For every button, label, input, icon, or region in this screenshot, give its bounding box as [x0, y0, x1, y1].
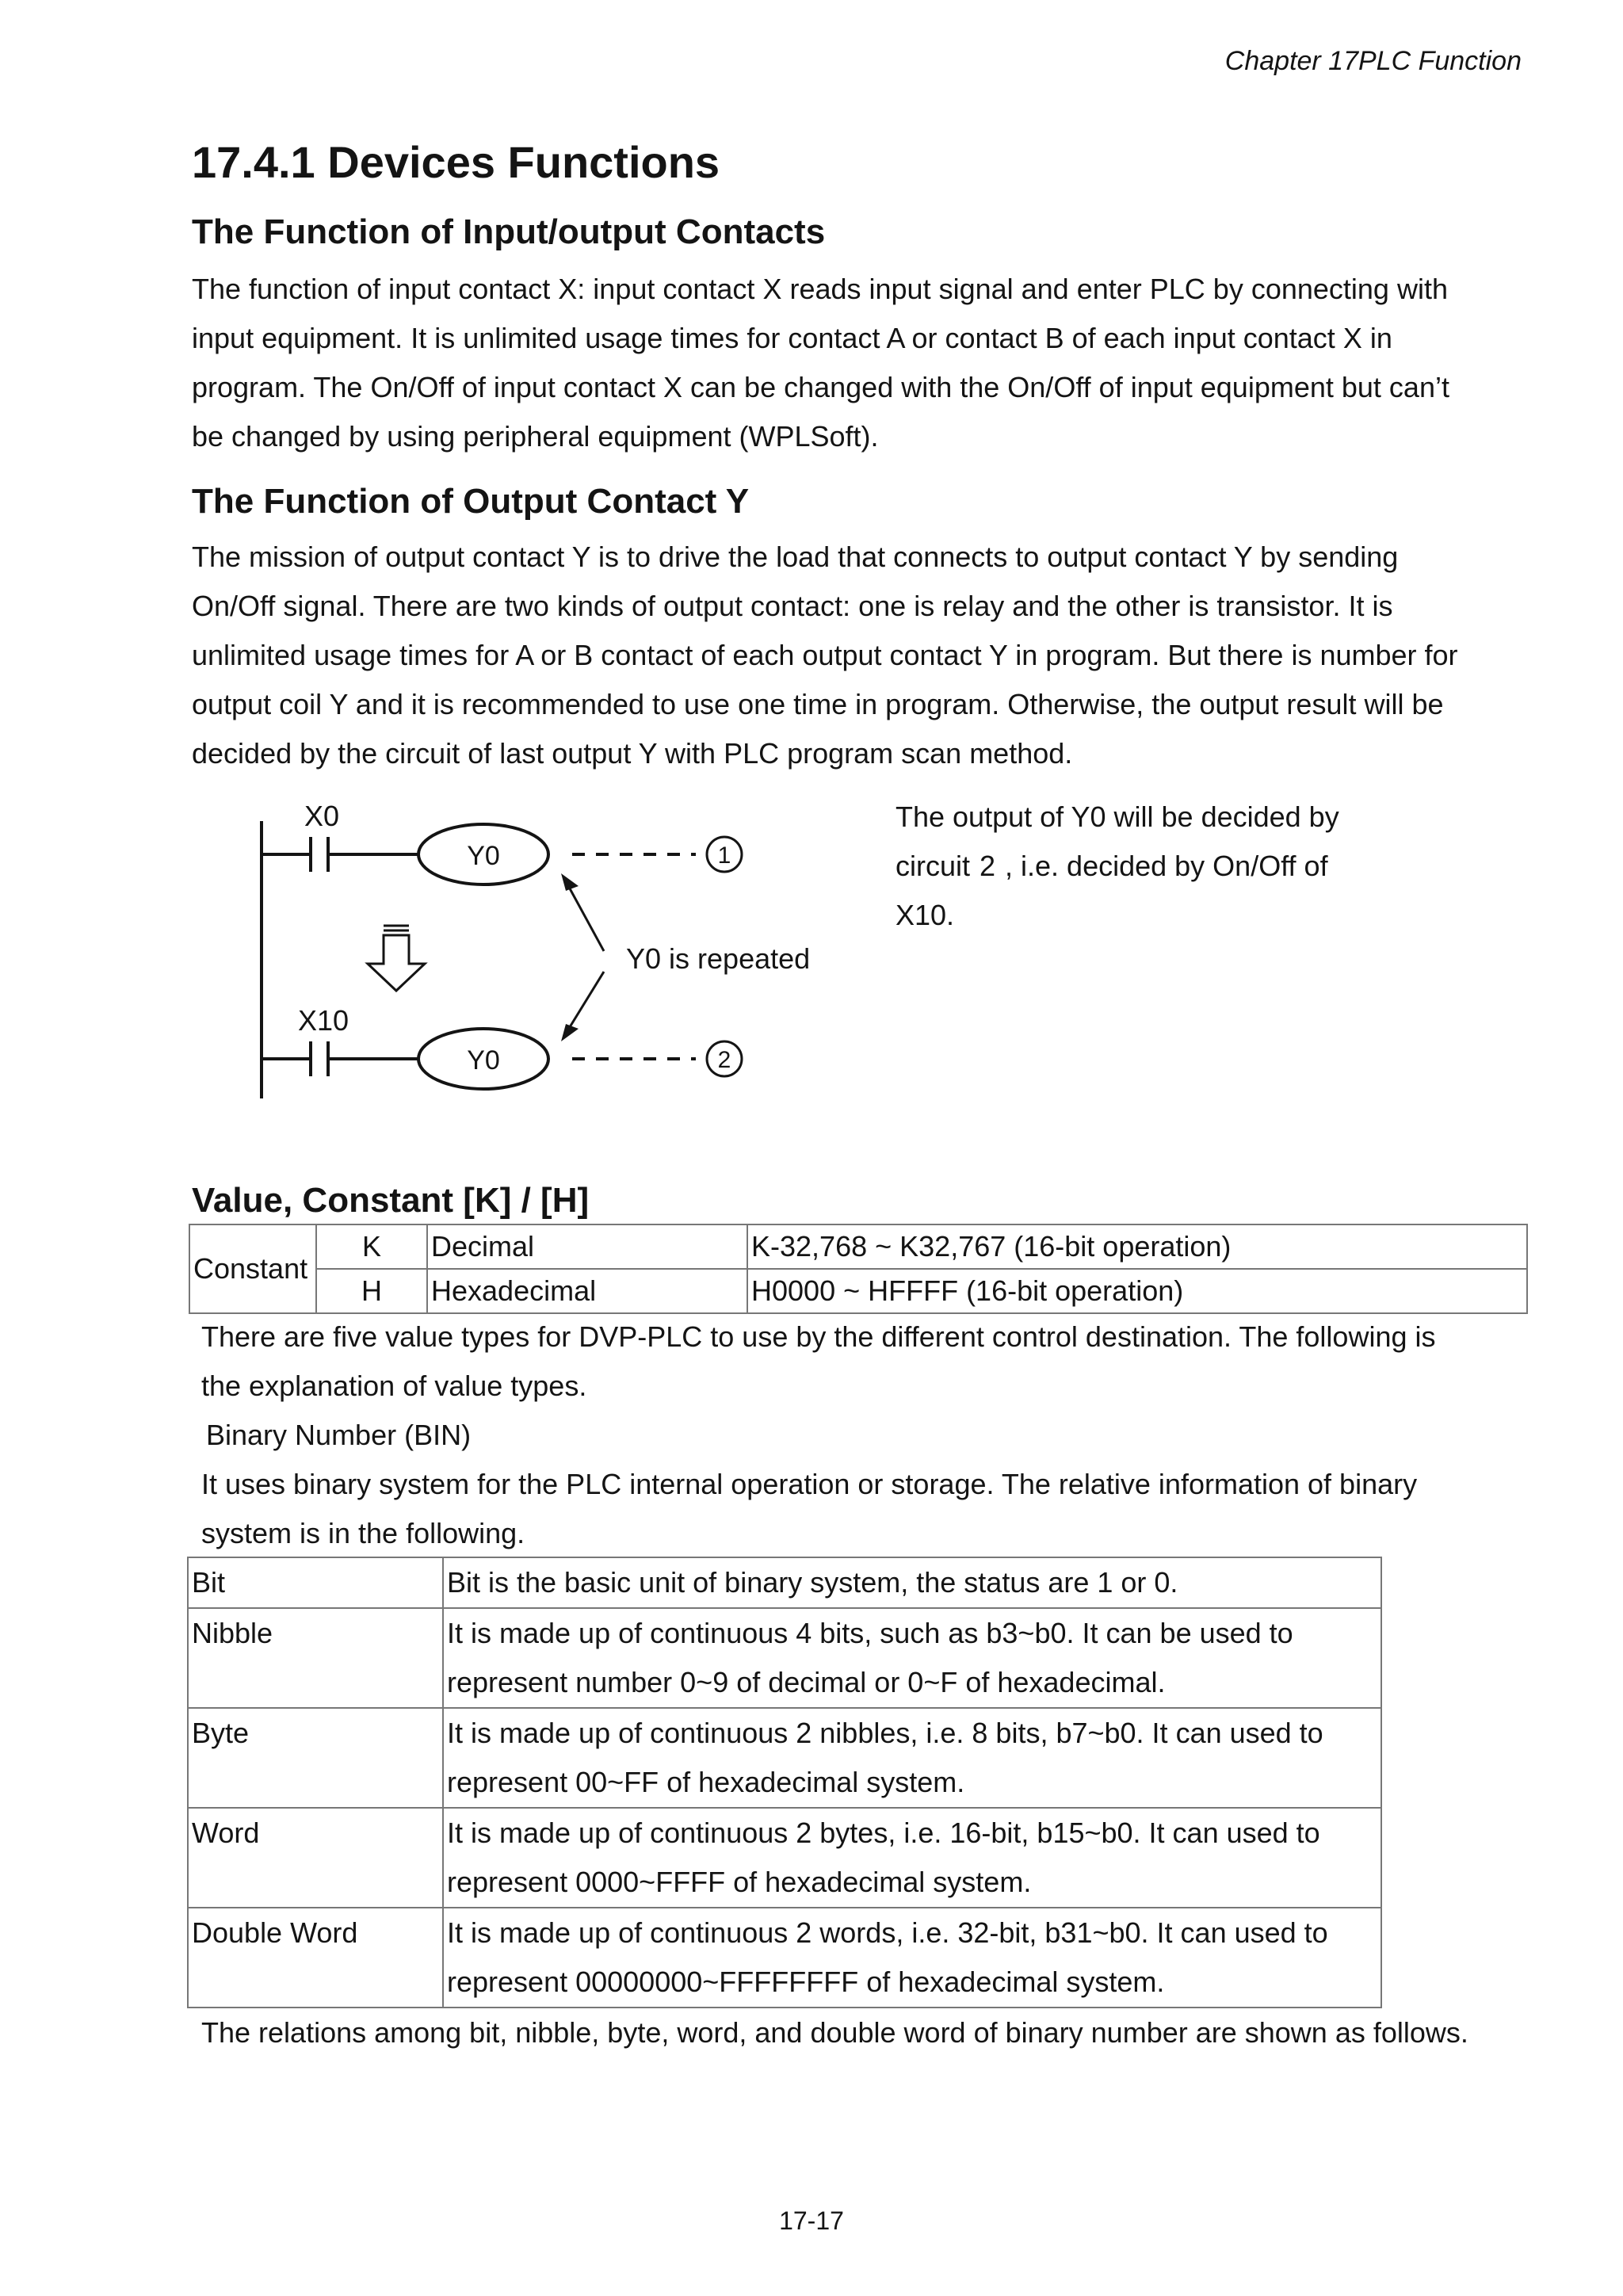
- contact-x0-label: X0: [304, 800, 340, 832]
- coil-y0-2-label: Y0: [467, 1045, 500, 1075]
- paragraph-line: unlimited usage times for A or B contact of each output contact Y in program. But there is number for: [192, 639, 1458, 671]
- arrow-up-icon: [561, 873, 579, 891]
- table-row: [189, 1224, 1527, 1269]
- circuit-marker-2-label: 2: [717, 1047, 731, 1073]
- table-row: [188, 1557, 1381, 1608]
- constant-code: H: [316, 1269, 427, 1313]
- page-number: 17-17: [779, 2206, 844, 2235]
- table-row: [188, 1708, 1381, 1808]
- paragraph-line: The function of input contact X: input contact X reads input signal and enter PLC by connecting with: [192, 273, 1448, 305]
- arrow-down-line: [566, 972, 604, 1033]
- table-row: [188, 1608, 1381, 1708]
- binary-desc: It is made up of continuous 2 nibbles, i.e. 8 bits, b7~b0. It can used to represent 00~FF of hexadecimal system.: [443, 1708, 1381, 1808]
- circuit-marker-1-label: 1: [717, 842, 731, 869]
- table-row: [189, 1269, 1527, 1313]
- note-line: circuit 2 , i.e. decided by On/Off of: [896, 842, 1339, 891]
- binary-term: Double Word: [188, 1908, 443, 2008]
- constant-range: K-32,768 ~ K32,767 (16-bit operation): [747, 1224, 1527, 1269]
- value-types-paragraph: [201, 1312, 1436, 1558]
- binary-term: Bit: [188, 1557, 443, 1608]
- paragraph-line: On/Off signal. There are two kinds of output contact: one is relay and the other is transistor. It is: [192, 590, 1393, 622]
- paragraph-line: The mission of output contact Y is to drive the load that connects to output contact Y by sending: [192, 541, 1399, 573]
- binary-table: [187, 1557, 1382, 2008]
- constant-table: [189, 1224, 1528, 1314]
- arrow-down-icon: [561, 1024, 579, 1041]
- binary-desc: It is made up of continuous 2 words, i.e. 32-bit, b31~b0. It can used to represent 00000000~FFFFFFFF of hexadecimal system.: [443, 1908, 1381, 2008]
- paragraph-line: input equipment. It is unlimited usage times for contact A or contact B of each input contact X in: [192, 322, 1392, 354]
- paragraph-line: be changed by using peripheral equipment (WPLSoft).: [192, 420, 879, 453]
- note-line: X10.: [896, 899, 955, 931]
- binary-term: Nibble: [188, 1608, 443, 1708]
- relations-text: The relations among bit, nibble, byte, word, and double word of binary number are shown as follows.: [201, 2016, 1468, 2049]
- section-title: 17.4.1 Devices Functions: [192, 137, 720, 187]
- constant-row-label: Constant: [189, 1224, 316, 1313]
- coil-y0-1-label: Y0: [467, 841, 500, 871]
- output-contact-heading: The Function of Output Contact Y: [192, 482, 750, 521]
- paragraph-line: decided by the circuit of last output Y with PLC program scan method.: [192, 737, 1073, 770]
- binary-number-subheading: Binary Number (BIN): [206, 1419, 472, 1451]
- diagram-note: [896, 793, 1339, 940]
- contact-x10-label: X10: [298, 1004, 349, 1037]
- table-row: [188, 1908, 1381, 2008]
- note-circuit-number: 2: [980, 850, 996, 882]
- paragraph-line: It uses binary system for the PLC internal operation or storage. The relative information of binary: [201, 1468, 1418, 1500]
- arrow-up-line: [566, 881, 604, 951]
- constant-name: Hexadecimal: [427, 1269, 747, 1313]
- constant-range: H0000 ~ HFFFF (16-bit operation): [747, 1269, 1527, 1313]
- constant-name: Decimal: [427, 1224, 747, 1269]
- binary-desc: It is made up of continuous 2 bytes, i.e. 16-bit, b15~b0. It can used to represent 0000~FFFF of hexadecimal system.: [443, 1808, 1381, 1908]
- hollow-down-arrow-icon: [368, 926, 425, 991]
- paragraph-line: program. The On/Off of input contact X can be changed with the On/Off of input equipment but can’t: [192, 371, 1449, 403]
- input-output-heading: The Function of Input/output Contacts: [192, 212, 826, 251]
- value-constant-heading: Value, Constant [K] / [H]: [192, 1181, 590, 1220]
- paragraph-line: the explanation of value types.: [201, 1370, 587, 1402]
- binary-term: Word: [188, 1808, 443, 1908]
- constant-code: K: [316, 1224, 427, 1269]
- binary-term: Byte: [188, 1708, 443, 1808]
- repeat-label: Y0 is repeated: [626, 942, 811, 975]
- note-line: The output of Y0 will be decided by: [896, 800, 1339, 833]
- paragraph-line: There are five value types for DVP-PLC to use by the different control destination. The following is: [201, 1320, 1436, 1353]
- paragraph-line: system is in the following.: [201, 1517, 525, 1549]
- chapter-header: Chapter 17PLC Function: [1224, 46, 1522, 76]
- binary-desc: It is made up of continuous 4 bits, such as b3~b0. It can be used to represent number 0~9 of decimal or 0~F of hexadecimal.: [443, 1608, 1381, 1708]
- binary-desc: Bit is the basic unit of binary system, the status are 1 or 0.: [443, 1557, 1381, 1608]
- table-row: [188, 1808, 1381, 1908]
- paragraph-line: output coil Y and it is recommended to use one time in program. Otherwise, the output result will be: [192, 688, 1444, 720]
